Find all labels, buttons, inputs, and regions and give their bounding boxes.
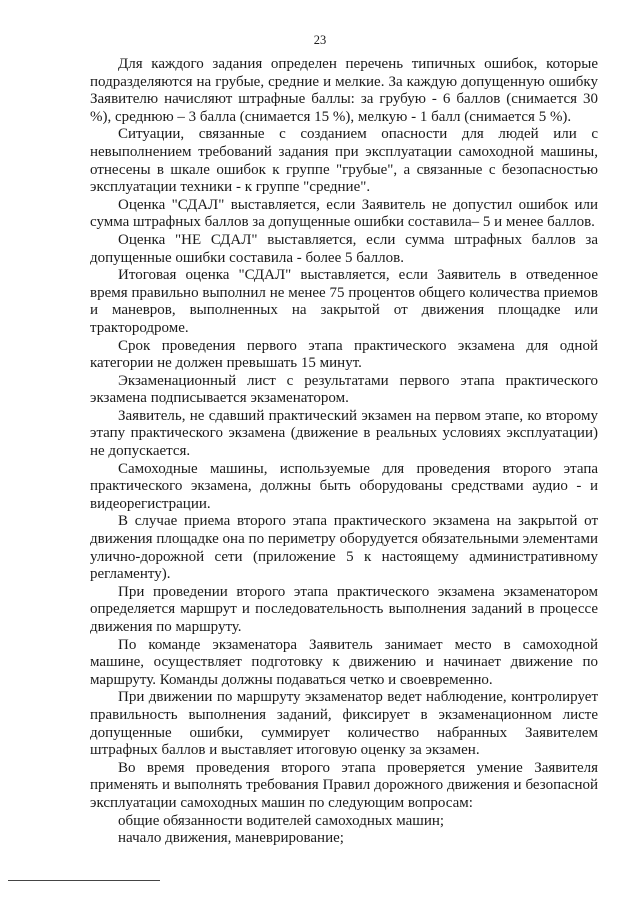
paragraph: Оценка "СДАЛ" выставляется, если Заявитель не допустил ошибок или сумма штрафных баллов за допущенные ошибки составила– 5 и менее баллов. xyxy=(90,196,598,231)
list-item: начало движения, маневрирование; xyxy=(118,830,344,847)
document-body xyxy=(90,56,598,848)
paragraph: Экзаменационный лист с результатами первого этапа практического экзамена подписывается экзаменатором. xyxy=(90,372,598,407)
paragraph: Во время проведения второго этапа проверяется умение Заявителя применять и выполнять требования Правил дорожного движения и безопасной эксплуатации самоходных машин по следующим вопросам: xyxy=(90,759,598,811)
paragraph: Ситуации, связанные с созданием опасности для людей или с невыполнением требований задания при эксплуатации самоходной машины, отнесены в шкале ошибок к группе "грубые", а связанные с безопасностью эксплуатации техники - к группе "средние". xyxy=(90,126,598,196)
paragraph: Итоговая оценка "СДАЛ" выставляется, если Заявитель в отведенное время правильно выполнил не менее 75 процентов общего количества приемов и маневров, выполненных на закрытой от движения площадке или трактородроме. xyxy=(90,267,598,336)
paragraph: В случае приема второго этапа практического экзамена на закрытой от движения площадке она по периметру оборудуется обязательными элементами улично-дорожной сети (приложение 5 к настоящему административному регламенту). xyxy=(90,513,598,583)
page-number: 23 xyxy=(313,33,327,47)
paragraph: Срок проведения первого этапа практического экзамена для одной категории не должен превышать 15 минут. xyxy=(90,337,598,372)
footer-rule xyxy=(8,880,160,881)
paragraph: При проведении второго этапа практического экзамена экзаменатором определяется маршрут и последовательность выполнения заданий в процессе движения по маршруту. xyxy=(90,583,598,635)
paragraph: Для каждого задания определен перечень типичных ошибок, которые подразделяются на грубые, средние и мелкие. За каждую допущенную ошибку Заявителю начисляют штрафные баллы: за грубую - 6 баллов (снимается 30 %), среднюю – 3 балла (снимается 15 %), мелкую - 1 балл (снимается 5 %). xyxy=(90,56,598,125)
paragraph: При движении по маршруту экзаменатор ведет наблюдение, контролирует правильность выполнения заданий, фиксирует в экзаменационном листе допущенные ошибки, суммирует количество набранных Заявителем штрафных баллов и выставляет итоговую оценку за экзамен. xyxy=(90,689,598,759)
paragraph: По команде экзаменатора Заявитель занимает место в самоходной машине, осуществляет подготовку к движению и начинает движение по маршруту. Команды должны подаваться четко и своевременно. xyxy=(90,636,598,688)
paragraph: Заявитель, не сдавший практический экзамен на первом этапе, ко второму этапу практического экзамена (движение в реальных условиях эксплуатации) не допускается. xyxy=(90,407,598,460)
list-item: общие обязанности водителей самоходных машин; xyxy=(118,812,445,829)
paragraph: Самоходные машины, используемые для проведения второго этапа практического экзамена, должны быть оборудованы средствами аудио - и видеорегистрации. xyxy=(90,460,598,512)
paragraph: Оценка "НЕ СДАЛ" выставляется, если сумма штрафных баллов за допущенные ошибки составила - более 5 баллов. xyxy=(90,231,598,266)
